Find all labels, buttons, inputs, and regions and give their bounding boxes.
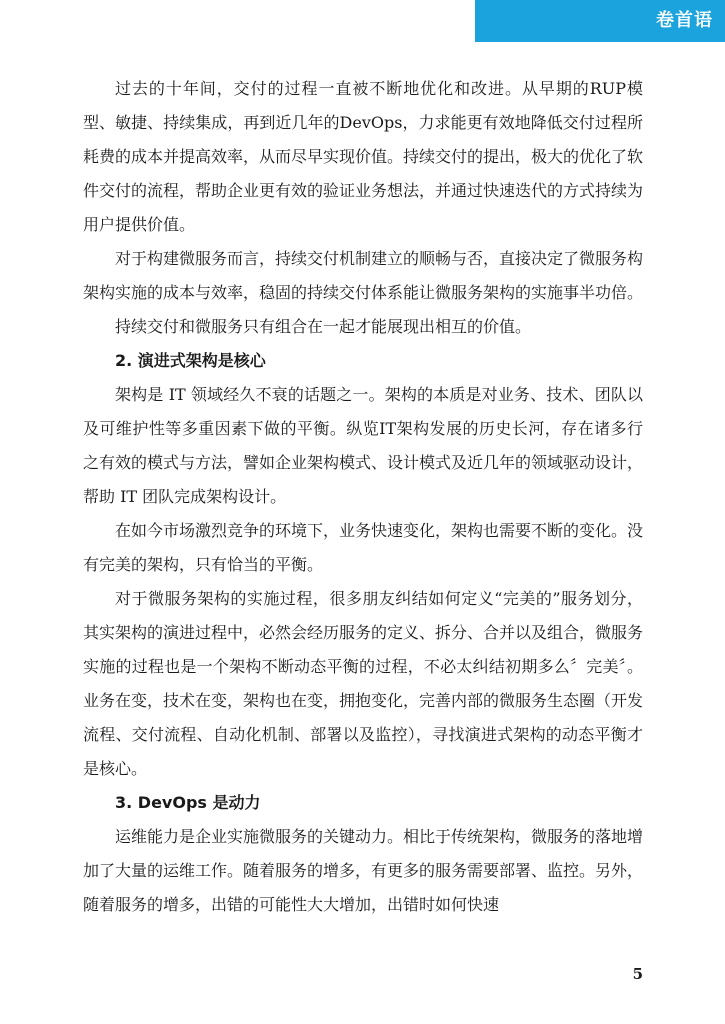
page-number: 5 [632,965,643,983]
section-tab-label: 卷首语 [656,10,713,31]
heading-evolutionary-architecture: 2. 演进式架构是核心 [115,351,266,370]
heading-devops-driver: 3. DevOps 是动力 [115,793,261,812]
paragraph-microservice-evolution: 对于微服务架构的实施过程，很多朋友纠结如何定义“完美的”服务划分，其实架构的演进过程中，必然会经历服务的定义、拆分、合并以及组合，微服务实施的过程也是一个架构不断动态平衡的过程，不必太纠结初期多么〞完美〞。业务在变，技术在变，架构也在变，拥抱变化，完善内部的微服务生态圈（开发流程、交付流程、自动化机制、部署以及监控），寻找演进式架构的动态平衡才是核心。 [83,589,644,778]
paragraph-continuous-delivery: 对于构建微服务而言，持续交付机制建立的顺畅与否，直接决定了微服务构架构实施的成本与效率，稳固的持续交付体系能让微服务架构的实施事半功倍。 [83,249,644,302]
paragraph-market-change: 在如今市场激烈竞争的环境下，业务快速变化，架构也需要不断的变化。没有完美的架构，只有恰当的平衡。 [83,521,644,574]
section-tab [475,0,725,42]
paragraph-architecture-balance: 架构是 IT 领域经久不衰的话题之一。架构的本质是对业务、技术、团队以及可维护性等多重因素下做的平衡。纵览IT架构发展的历史长河，存在诸多行之有效的模式与方法，譬如企业架构模式、设计模式及近几年的领域驱动设计，帮助 IT 团队完成架构设计。 [83,385,644,506]
article-body [83,72,643,922]
paragraph-combined-value: 持续交付和微服务只有组合在一起才能展现出相互的价值。 [115,317,532,336]
paragraph-delivery-history: 过去的十年间，交付的过程一直被不断地优化和改进。从早期的RUP模型、敏捷、持续集成，再到近几年的DevOps，力求能更有效地降低交付过程所耗费的成本并提高效率，从而尽早实现价值。持续交付的提出，极大的优化了软件交付的流程，帮助企业更有效的验证业务想法，并通过快速迭代的方式持续为用户提供价值。 [83,79,644,234]
paragraph-operations-capability: 运维能力是企业实施微服务的关键动力。相比于传统架构，微服务的落地增加了大量的运维工作。随着服务的增多，有更多的服务需要部署、监控。另外，随着服务的增多，出错的可能性大大增加，出错时如何快速 [83,827,644,914]
